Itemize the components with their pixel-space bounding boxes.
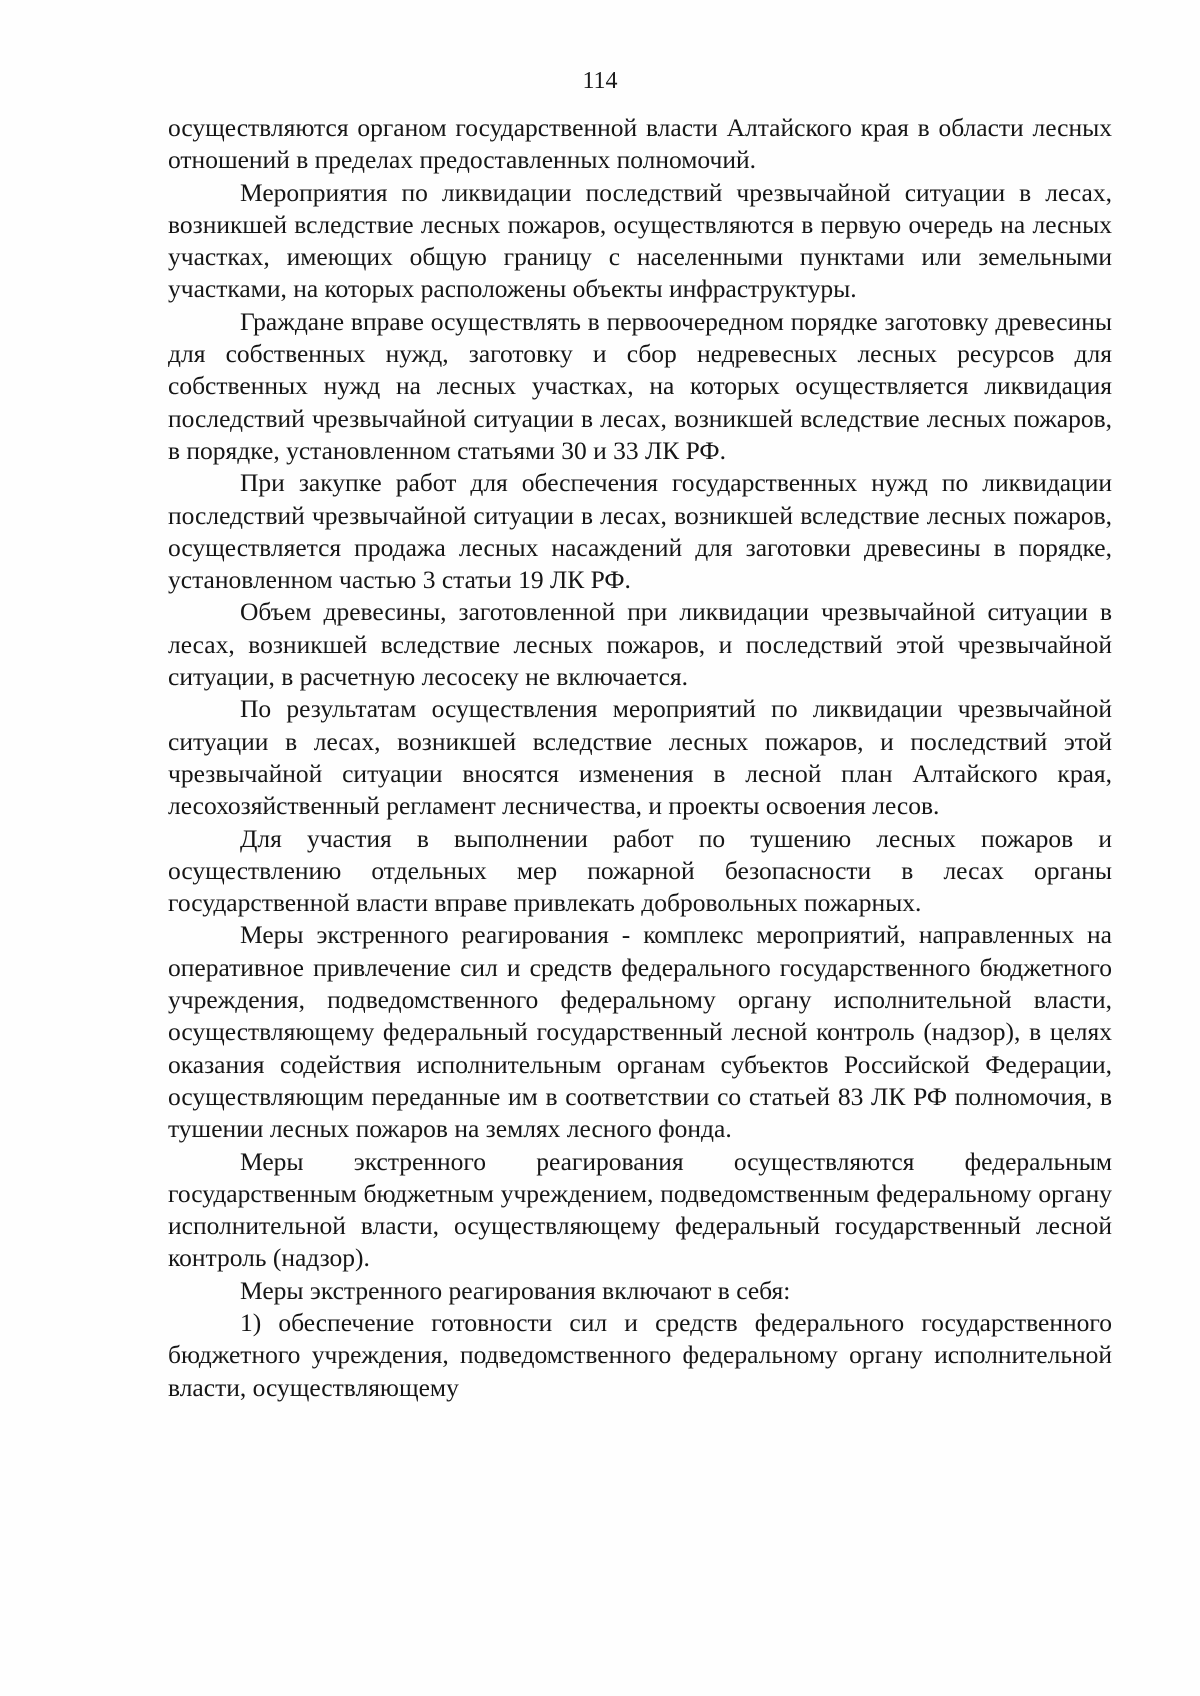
paragraph: 1) обеспечение готовности сил и средств федерального государственного бюджетного учреждения, подведомственного федеральному органу исполнительной власти, осуществляющему	[168, 1307, 1112, 1402]
document-body	[168, 112, 1112, 1404]
paragraph: Меры экстренного реагирования осуществляются федеральным государственным бюджетным учреждением, подведомственным федеральному органу исполнительной власти, осуществляющему федеральный государственный лесной контроль (надзор).	[168, 1146, 1112, 1273]
paragraph: Граждане вправе осуществлять в первоочередном порядке заготовку древесины для собственных нужд, заготовку и сбор недревесных лесных ресурсов для собственных нужд на лесных участках, на которых осуществляется ликвидация последствий чрезвычайной ситуации в лесах, возникшей вследствие лесных пожаров, в порядке, установленном статьями 30 и 33 ЛК РФ.	[168, 306, 1112, 465]
paragraph: По результатам осуществления мероприятий по ликвидации чрезвычайной ситуации в лесах, возникшей вследствие лесных пожаров, и последствий этой чрезвычайной ситуации вносятся изменения в лесной план Алтайского края, лесохозяйственный регламент лесничества, и проекты освоения лесов.	[168, 694, 1112, 821]
paragraph: При закупке работ для обеспечения государственных нужд по ликвидации последствий чрезвычайной ситуации в лесах, возникшей вследствие лесных пожаров, осуществляется продажа лесных насаждений для заготовки древесины в порядке, установленном частью 3 статьи 19 ЛК РФ.	[168, 468, 1112, 595]
paragraph: осуществляются органом государственной власти Алтайского края в области лесных отношений в пределах предоставленных полномочий.	[168, 113, 1112, 175]
paragraph: Мероприятия по ликвидации последствий чрезвычайной ситуации в лесах, возникшей вследствие лесных пожаров, осуществляются в первую очередь на лесных участках, имеющих общую границу с населенными пунктами или земельными участками, на которых расположены объекты инфраструктуры.	[168, 177, 1112, 304]
page-number: 114	[582, 68, 618, 94]
paragraph: Объем древесины, заготовленной при ликвидации чрезвычайной ситуации в лесах, возникшей вследствие лесных пожаров, и последствий этой чрезвычайной ситуации, в расчетную лесосеку не включается.	[168, 597, 1112, 692]
paragraph: Для участия в выполнении работ по тушению лесных пожаров и осуществлению отдельных мер пожарной безопасности в лесах органы государственной власти вправе привлекать добровольных пожарных.	[168, 823, 1112, 918]
paragraph: Меры экстренного реагирования включают в себя:	[240, 1275, 791, 1305]
paragraph: Меры экстренного реагирования - комплекс мероприятий, направленных на оперативное привлечение сил и средств федерального государственного бюджетного учреждения, подведомственного федеральному органу исполнительной власти, осуществляющему федеральный государственный лесной контроль (надзор), в целях оказания содействия исполнительным органам субъектов Российской Федерации, осуществляющим переданные им в соответствии со статьей 83 ЛК РФ полномочия, в тушении лесных пожаров на землях лесного фонда.	[168, 920, 1112, 1144]
